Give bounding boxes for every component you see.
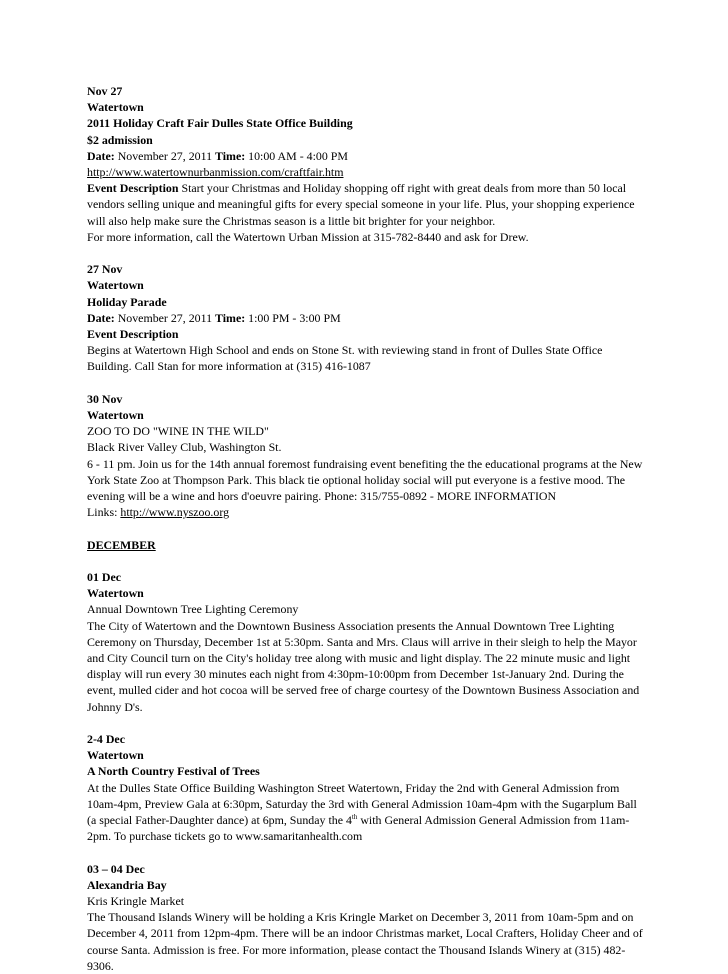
description-text: display will run every 30 minutes each night from 4:30pm-10:00pm from December 1st-January 2nd. During the — [87, 667, 624, 682]
event-admission: $2 admission — [87, 132, 153, 147]
time-label: Time: — [215, 310, 246, 325]
spacer — [87, 520, 662, 536]
date-label: Date: — [87, 310, 115, 325]
zoo-website-link[interactable]: http://www.nyszoo.org — [120, 505, 230, 520]
spacer — [87, 375, 662, 391]
event-kris-kringle-market — [87, 861, 662, 974]
date-label: Date: — [87, 148, 115, 163]
event-description — [87, 180, 662, 196]
description-text: 10am-4pm, Preview Gala at 6:30pm, Saturday the 3rd with General Admission 10am-4pm with the Sugarplum Ball — [87, 796, 637, 811]
description-text: course Santa. Admission is free. For more information, please contact the Thousand Islands Winery at (315) 482- — [87, 942, 626, 957]
spacer — [87, 245, 662, 261]
description-text: 9306. — [87, 958, 114, 973]
description-text: Building. Call Stan for more information at (315) 416-1087 — [87, 359, 371, 374]
description-text: Begins at Watertown High School and ends on Stone St. with reviewing stand in front of Dulles State Office — [87, 343, 603, 358]
event-craft-fair — [87, 83, 662, 245]
description-text: and City Council turn on the City's holiday tree along with music and light display. The 22 minute music and light — [87, 651, 631, 666]
date-value: November 27, 2011 — [114, 148, 216, 163]
description-label: Event Description — [87, 181, 179, 196]
description-text-part: (a special Father-Daughter dance) at 6pm, Sunday the 4 — [87, 813, 352, 828]
event-date: Nov 27 — [87, 84, 123, 98]
document-page — [87, 83, 662, 974]
event-date: 03 – 04 Dec — [87, 861, 145, 876]
spacer — [87, 553, 662, 569]
description-text: Ceremony on Thursday, December 1st at 5:30pm. Santa and Mrs. Claus will arrive in their sleigh to help the Mayor — [87, 634, 637, 649]
event-location: Alexandria Bay — [87, 877, 167, 892]
description-text: The Thousand Islands Winery will be holding a Kris Kringle Market on December 3, 2011 from 10am-5pm and on — [87, 910, 634, 925]
time-value: 1:00 PM - 3:00 PM — [245, 310, 341, 325]
description-text: At the Dulles State Office Building Washington Street Watertown, Friday the 2nd with General Admission from — [87, 780, 620, 795]
spacer — [87, 715, 662, 731]
ordinal-suffix: th — [351, 813, 358, 822]
links-label: Links: — [87, 505, 121, 520]
description-text: The City of Watertown and the Downtown Business Association presents the Annual Downtown Tree Lighting — [87, 618, 615, 633]
description-text: For more information, call the Watertown Urban Mission at 315-782-8440 and ask for Drew. — [87, 229, 529, 244]
description-text: Johnny D's. — [87, 699, 143, 714]
event-title: Annual Downtown Tree Lighting Ceremony — [87, 602, 299, 617]
event-location: Watertown — [87, 278, 144, 293]
event-location: Watertown — [87, 408, 144, 423]
event-title: Holiday Parade — [87, 294, 167, 309]
description-text: December 4, 2011 from 12pm-4pm. There will be an indoor Christmas market, Local Crafters, Holiday Cheer and of — [87, 926, 643, 941]
event-date: 2-4 Dec — [87, 732, 125, 747]
event-links — [87, 504, 662, 520]
time-label: Time: — [215, 148, 246, 163]
event-url-link[interactable]: http://www.watertownurbanmission.com/craftfair.htm — [87, 165, 344, 180]
spacer — [87, 844, 662, 860]
description-label: Event Description — [87, 327, 179, 342]
event-title: 2011 Holiday Craft Fair Dulles State Office Building — [87, 116, 353, 131]
event-date: 30 Nov — [87, 391, 123, 406]
event-title: Kris Kringle Market — [87, 894, 185, 909]
description-text: vendors selling unique and meaningful gifts for every special someone in your life. Plus, your shopping experience — [87, 197, 635, 212]
description-text: Start your Christmas and Holiday shopping off right with great deals from more than 50 local — [178, 181, 627, 196]
event-location: Watertown — [87, 748, 144, 763]
event-title: A North Country Festival of Trees — [87, 764, 260, 779]
event-zoo-to-do — [87, 391, 662, 521]
event-festival-of-trees — [87, 731, 662, 844]
event-datetime — [87, 148, 662, 164]
event-title: ZOO TO DO "WINE IN THE WILD" — [87, 424, 269, 439]
description-text-part: with General Admission General Admission from 11am- — [357, 813, 630, 828]
event-holiday-parade — [87, 261, 662, 374]
description-text: York State Zoo at Thompson Park. This black tie optional holiday social will put everyone is a festive mood. The — [87, 472, 626, 487]
event-location: Watertown — [87, 100, 144, 115]
description-text: event, mulled cider and hot cocoa will be served free of charge courtesy of the Downtown Business Association and — [87, 683, 640, 698]
event-venue: Black River Valley Club, Washington St. — [87, 440, 282, 455]
event-location: Watertown — [87, 586, 144, 601]
time-value: 10:00 AM - 4:00 PM — [245, 148, 348, 163]
event-tree-lighting — [87, 569, 662, 715]
description-text — [87, 812, 662, 828]
event-datetime — [87, 310, 662, 326]
event-date: 01 Dec — [87, 570, 122, 585]
description-text: evening will be a wine and hors d'oeuvre pairing. Phone: 315/755-0892 - MORE INFORMATION — [87, 489, 557, 504]
section-heading-december: DECEMBER — [87, 537, 156, 552]
description-text: 6 - 11 pm. Join us for the 14th annual foremost fundraising event benefiting the the educational programs at the New — [87, 456, 643, 471]
date-value: November 27, 2011 — [114, 310, 216, 325]
event-date: 27 Nov — [87, 262, 123, 277]
description-text: 2pm. To purchase tickets go to www.samaritanhealth.com — [87, 829, 363, 844]
description-text: will also help make sure the Christmas season is a little bit brighter for your neighbor. — [87, 213, 496, 228]
